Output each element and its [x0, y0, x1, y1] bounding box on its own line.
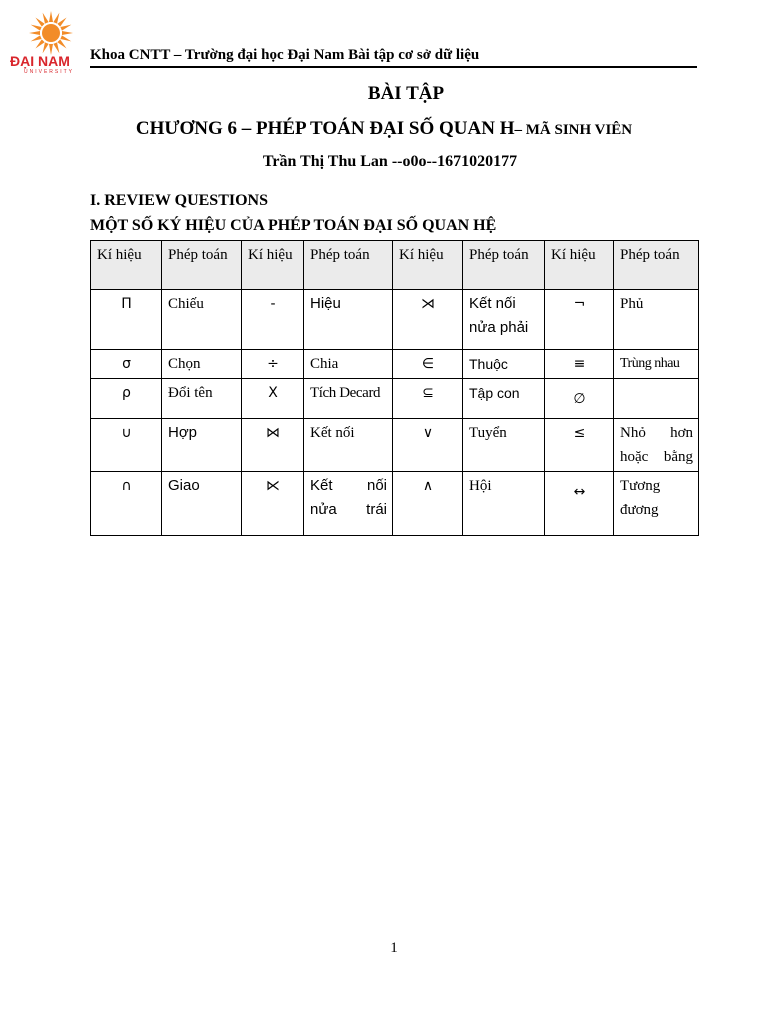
header-cell: Kí hiệu — [393, 241, 463, 290]
symbol-cell: ρ — [91, 379, 162, 419]
symbol-cell: ≤ — [545, 419, 614, 472]
operation-cell: Tuyển — [463, 419, 545, 472]
symbol-cell: X — [242, 379, 304, 419]
operation-cell: Chia — [304, 350, 393, 379]
table-row — [91, 379, 699, 419]
operation-cell: Giao — [162, 472, 242, 536]
operation-cell: Đổi tên — [162, 379, 242, 419]
operation-cell: Hợp — [162, 419, 242, 472]
symbol-cell: ⊆ — [393, 379, 463, 419]
operation-cell: Hội — [463, 472, 545, 536]
operation-cell: Chiếu — [162, 290, 242, 350]
table-header-row — [91, 241, 699, 290]
operation-cell: Kết nối nửa phải — [463, 290, 545, 350]
logo-name: ĐẠI NAM — [10, 53, 70, 69]
operation-cell: Kết nối nửa trái — [304, 472, 393, 536]
symbol-cell: Π — [91, 290, 162, 350]
chapter-title-suffix: – MÃ SINH VIÊN — [514, 122, 633, 138]
symbol-cell: ∨ — [393, 419, 463, 472]
operation-cell: Phủ — [614, 290, 699, 350]
logo-subtitle: UNIVERSITY — [24, 69, 75, 75]
page-header: Khoa CNTT – Trường đại học Đại Nam Bài tập cơ sở dữ liệu — [90, 47, 480, 63]
page-number: 1 — [390, 940, 398, 956]
operation-cell: Trùng nhau — [614, 350, 699, 379]
symbol-cell: ¬ — [545, 290, 614, 350]
operation-cell: Thuộc — [463, 350, 545, 379]
chapter-title-main: CHƯƠNG 6 – PHÉP TOÁN ĐẠI SỐ QUAN H — [135, 118, 515, 139]
sun-logo-icon — [28, 10, 74, 56]
student-line: Trần Thị Thu Lan --o0o--1671020177 — [262, 153, 518, 170]
symbol-cell: ∅ — [545, 379, 614, 419]
symbol-cell: ⋉ — [242, 472, 304, 536]
operation-cell: Tập con — [463, 379, 545, 419]
table-heading: MỘT SỐ KÝ HIỆU CỦA PHÉP TOÁN ĐẠI SỐ QUAN HỆ — [90, 217, 497, 234]
header-cell: Kí hiệu — [545, 241, 614, 290]
table-row — [91, 419, 699, 472]
operation-cell: Hiệu — [304, 290, 393, 350]
symbol-cell: ÷ — [242, 350, 304, 379]
symbol-cell: ≡ — [545, 350, 614, 379]
operation-cell: Nhỏ hơn hoặc bằng — [614, 419, 699, 472]
operation-cell — [614, 379, 699, 419]
operators-table — [90, 240, 699, 536]
symbol-cell: - — [242, 290, 304, 350]
university-logo — [8, 10, 90, 75]
document-title: BÀI TẬP — [367, 83, 445, 104]
header-cell: Phép toán — [463, 241, 545, 290]
section-heading: I. REVIEW QUESTIONS — [90, 192, 268, 209]
symbol-cell: ⋈ — [242, 419, 304, 472]
header-cell: Phép toán — [162, 241, 242, 290]
symbol-cell: ∈ — [393, 350, 463, 379]
table-row — [91, 350, 699, 379]
header-cell: Phép toán — [614, 241, 699, 290]
symbol-cell: ∪ — [91, 419, 162, 472]
header-cell: Kí hiệu — [91, 241, 162, 290]
symbol-cell: ∧ — [393, 472, 463, 536]
header-cell: Kí hiệu — [242, 241, 304, 290]
symbol-cell: ⋊ — [393, 290, 463, 350]
operation-cell: Kết nối — [304, 419, 393, 472]
table-row — [91, 472, 699, 536]
operation-cell: Chọn — [162, 350, 242, 379]
symbol-cell: σ — [91, 350, 162, 379]
operation-cell: Tích Decard — [304, 379, 393, 419]
header-divider — [90, 66, 697, 68]
table-row — [91, 290, 699, 350]
symbol-cell: ∩ — [91, 472, 162, 536]
operation-cell: Tương đương — [614, 472, 699, 536]
header-cell: Phép toán — [304, 241, 393, 290]
symbol-cell: ↔ — [545, 472, 614, 536]
chapter-title — [0, 118, 768, 140]
